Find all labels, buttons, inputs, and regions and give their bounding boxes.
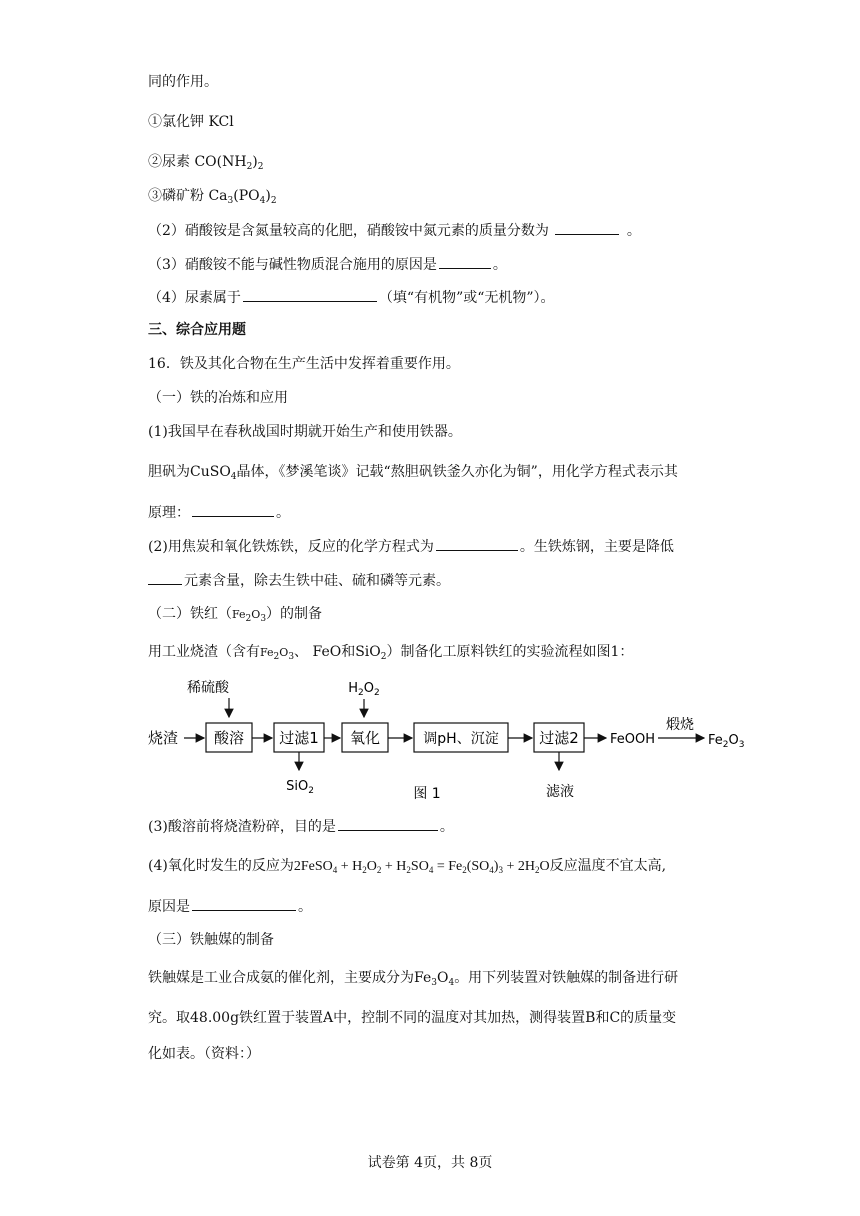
sub: 2: [245, 614, 252, 624]
step-label: 氧化: [349, 729, 381, 747]
text: Fe: [260, 646, 274, 659]
step-label: 酸溶: [213, 729, 245, 747]
text: 原因是: [148, 899, 190, 915]
byproduct-sio2: SiO$_2$: [286, 779, 314, 796]
eq-part: + 2H: [502, 859, 535, 874]
sub: 2: [380, 652, 387, 662]
sub: 4: [332, 865, 338, 875]
calcine-label: 煅烧: [666, 717, 694, 733]
eq-part: ): [493, 859, 499, 874]
sub: 2: [270, 196, 277, 206]
sub: 2: [257, 162, 264, 172]
text: (3)酸溶前将烧渣粉碎，目的是: [148, 819, 336, 835]
text: (4)氧化时发生的反应为: [148, 858, 294, 874]
question-2: [148, 220, 641, 241]
reagent-sulfuric-acid: 稀硫酸: [187, 680, 229, 696]
sub: 4: [489, 865, 494, 875]
eq-part: (SO: [466, 859, 490, 874]
sub: 3: [498, 865, 503, 875]
question-3: [148, 254, 507, 275]
page-footer: 试卷第 4页，共 8页: [367, 1155, 493, 1171]
sub: 2: [376, 865, 382, 875]
sub: 3: [227, 196, 234, 206]
text: （填“有机物”或“无机物”）。: [378, 290, 555, 306]
paragraph: [148, 856, 666, 877]
paragraph: [148, 896, 312, 917]
step-label: 过滤2: [539, 729, 579, 747]
paragraph: 究。取48.00g铁红置于装置A中，控制不同的温度对其加热，测得装置B和C的质量变: [148, 1010, 677, 1026]
paragraph: [148, 502, 290, 523]
sub: 3: [431, 978, 437, 988]
section-heading: 三、综合应用题: [148, 322, 246, 338]
text: 胆矾为CuSO: [148, 464, 231, 480]
text: (2)用焦炭和氧化铁炼铁，反应的化学方程式为: [148, 539, 434, 555]
paragraph: [148, 536, 674, 557]
line-0: 同的作用。: [148, 74, 218, 90]
eq-part: + H: [337, 859, 363, 874]
text: ②尿素 CO(NH: [148, 154, 247, 170]
option-3: [148, 186, 277, 206]
text: 铁触媒是工业合成氨的催化剂，主要成分为Fe: [148, 970, 432, 986]
sub: 2: [362, 865, 367, 875]
sub: 2: [273, 652, 280, 662]
sub: 3: [260, 614, 267, 624]
sub: 2: [534, 865, 540, 875]
text: Fe: [232, 608, 246, 621]
answer-blank[interactable]: [439, 254, 491, 269]
sub: 4: [259, 196, 266, 206]
text: ): [252, 154, 258, 170]
eq-part: 2FeSO: [293, 859, 333, 874]
text: O: [251, 608, 261, 621]
text: （3）硝酸铵不能与碱性物质混合施用的原因是: [148, 257, 437, 273]
eq-part: O: [539, 859, 550, 874]
answer-blank[interactable]: [555, 220, 619, 235]
text: （二）铁红（: [148, 606, 232, 622]
text: 。生铁炼钢，主要是降低: [519, 539, 674, 555]
byproduct-filtrate: 滤液: [546, 784, 574, 800]
sub: 4: [428, 865, 434, 875]
eq-part: = Fe: [433, 859, 463, 874]
answer-blank[interactable]: [192, 896, 296, 911]
text: ）制备化工原料铁红的实验流程如图1：: [386, 644, 634, 660]
eq-part: + H: [381, 859, 407, 874]
sub: 2: [406, 865, 411, 875]
reagent-h2o2: $H_2O_2$: [348, 681, 380, 698]
paragraph: [148, 642, 633, 663]
sub: 4: [230, 472, 237, 482]
product-feooh: FeOOH: [610, 732, 656, 747]
answer-blank[interactable]: [192, 502, 274, 517]
text: ): [265, 188, 271, 204]
subsection-1: （一）铁的冶炼和应用: [148, 390, 288, 406]
text: 原理：: [148, 505, 190, 521]
text: O: [436, 970, 449, 986]
text: 用工业烧渣（含有: [148, 644, 260, 660]
text: 。: [298, 899, 312, 915]
text: (PO: [233, 188, 260, 204]
eq-part: O: [366, 859, 377, 874]
sub: 4: [448, 978, 455, 988]
paragraph: (1)我国早在春秋战国时期就开始生产和使用铁器。: [148, 424, 462, 440]
text: 。: [439, 819, 454, 835]
question-16: 16．铁及其化合物在生产生活中发挥着重要作用。: [148, 356, 460, 372]
text: 。用下列装置对铁触媒的制备进行研: [454, 970, 679, 986]
paragraph: [148, 816, 454, 837]
text: O: [279, 646, 289, 659]
text: 。: [492, 257, 507, 273]
sub: 3: [288, 652, 295, 662]
text: ③磷矿粉 Ca: [148, 188, 228, 204]
step-label: 过滤1: [279, 729, 319, 747]
paragraph: [148, 570, 450, 591]
product-fe2o3: $Fe_2O_3$: [708, 733, 745, 750]
subsection-3: （三）铁触媒的制备: [148, 932, 274, 948]
text: 反应温度不宜太高,: [549, 858, 667, 874]
flowchart-figure-1: [140, 672, 760, 806]
paragraph: 化如表。（资料：）: [148, 1046, 260, 1062]
subsection-2: [148, 604, 322, 625]
text: （4）尿素属于: [148, 290, 241, 306]
answer-blank[interactable]: [338, 816, 438, 831]
figure-caption: 图 1: [413, 786, 441, 802]
option-1: ①氯化钾 KCl: [148, 114, 234, 130]
text: 。: [626, 223, 641, 239]
sub: 2: [246, 162, 253, 172]
option-2: [148, 152, 264, 172]
eq-part: SO: [410, 859, 429, 874]
text: （2）硝酸铵是含氮量较高的化肥，硝酸铵中氮元素的质量分数为: [148, 223, 549, 239]
paragraph: [148, 968, 678, 988]
question-4: [148, 287, 555, 308]
answer-blank[interactable]: [148, 570, 182, 585]
step-label: 调pH、沉淀: [423, 731, 499, 747]
answer-blank[interactable]: [243, 287, 377, 302]
answer-blank[interactable]: [436, 536, 518, 551]
text: 。: [276, 505, 290, 521]
text: 、 FeO和SiO: [294, 644, 381, 660]
paragraph: [148, 462, 678, 482]
text: 晶体，《梦溪笔谈》记载“熬胆矾铁釜久亦化为铜”，用化学方程式表示其: [236, 464, 678, 480]
start-label: 烧渣: [148, 729, 179, 747]
sub: 2: [462, 865, 467, 875]
text: 元素含量，除去生铁中硅、硫和磷等元素。: [184, 573, 450, 589]
text: ）的制备: [266, 606, 323, 622]
equation: [294, 859, 550, 874]
